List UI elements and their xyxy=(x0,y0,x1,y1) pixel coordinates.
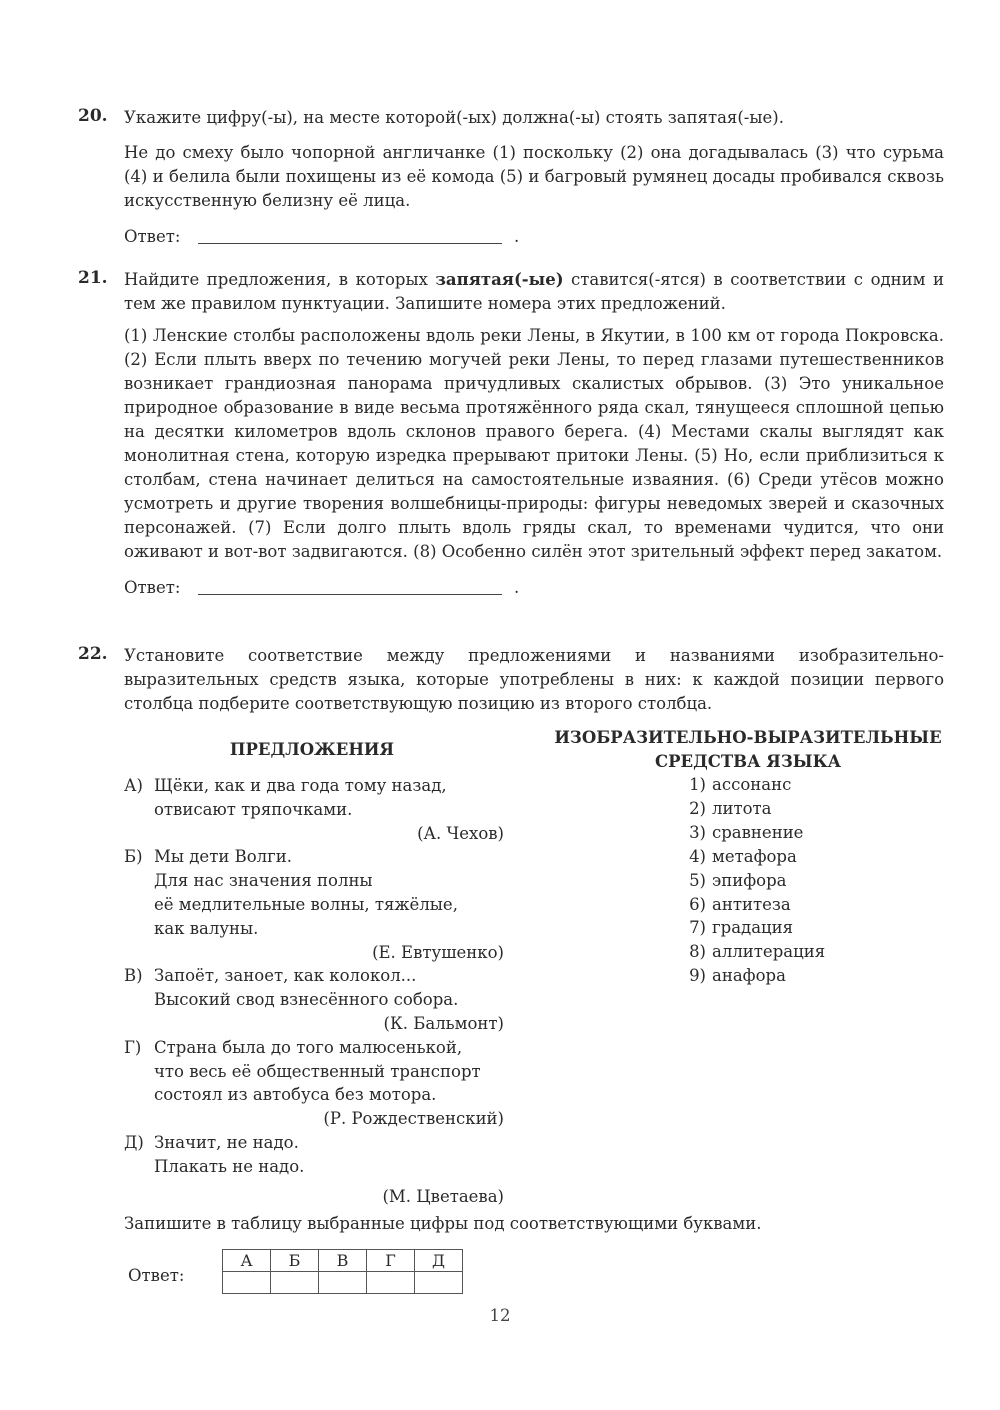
sentence-g xyxy=(124,1036,504,1131)
means-item: 2) литота xyxy=(689,798,772,818)
sentence-v xyxy=(124,964,504,1035)
table-instruction: Запишите в таблицу выбранные цифры под соответствующими буквами. xyxy=(124,1214,762,1233)
sentence-line: её медлительные волны, тяжёлые, xyxy=(154,894,458,914)
means-item: 5) эпифора xyxy=(689,870,787,890)
question-part: ставится(-ятся) в соответствии с одним и тем же правилом пунктуации. Запишите номера этих предложений. xyxy=(124,270,944,313)
sentence-line: Плакать не надо. xyxy=(154,1156,305,1176)
task-question: Укажите цифру(-ы), на месте которой(-ых) должна(-ы) стоять запятая(-ые). xyxy=(124,108,784,127)
sentence-line: отвисают тряпочками. xyxy=(154,799,353,819)
task-question: Установите соответствие между предложениями и названиями изобразительно-выразительных средств языка, которые употреблены в них: к каждой позиции первого столбца подберите соответствующую позицию из второго столбца. xyxy=(124,646,944,713)
answer-cell-v[interactable] xyxy=(319,1272,367,1294)
sentence-letter: В) xyxy=(124,966,143,986)
sentence-letter: А) xyxy=(124,776,143,795)
sentence-author: (М. Цветаева) xyxy=(382,1186,504,1206)
sentence-author: (Е. Евтушенко) xyxy=(372,942,504,962)
answer-label: Ответ: xyxy=(124,227,181,246)
sentence-letter: Б) xyxy=(124,847,143,867)
sentence-line: Запоёт, заноет, как колокол... xyxy=(154,966,417,986)
column-header-line: ИЗОБРАЗИТЕЛЬНО-ВЫРАЗИТЕЛЬНЫЕ xyxy=(554,728,942,747)
task-question xyxy=(124,268,944,316)
task-number: 22. xyxy=(78,644,108,664)
sentence-a xyxy=(124,774,504,845)
task-number: 20. xyxy=(78,106,108,126)
sentence-author: (А. Чехов) xyxy=(417,823,504,843)
sentence-line: Мы дети Волги. xyxy=(154,847,292,867)
sentence-author: (К. Бальмонт) xyxy=(383,1013,504,1033)
means-item: 9) анафора xyxy=(689,966,786,986)
answer-cell-g[interactable] xyxy=(367,1272,415,1294)
answer-field[interactable] xyxy=(124,225,944,251)
sentence-line: Страна была до того малюсенькой, xyxy=(154,1037,463,1057)
sentence-letter: Д) xyxy=(124,1132,144,1152)
means-item: 7) градация xyxy=(689,918,794,938)
column-header-sentences: ПРЕДЛОЖЕНИЯ xyxy=(229,740,395,759)
answer-table-input-row xyxy=(223,1272,463,1294)
task-number: 21. xyxy=(78,268,108,288)
column-header-line: СРЕДСТВА ЯЗЫКА xyxy=(654,752,842,771)
sentence-d xyxy=(124,1131,504,1208)
answer-dot: . xyxy=(514,227,520,246)
means-list xyxy=(680,773,825,988)
answer-table-header-row xyxy=(223,1250,463,1272)
answer-label: Ответ: xyxy=(128,1266,185,1285)
task-20 xyxy=(78,106,944,251)
means-item: 4) метафора xyxy=(689,846,797,866)
answer-table-header: А xyxy=(223,1250,271,1272)
sentence-letter: Г) xyxy=(124,1037,142,1057)
task-21 xyxy=(78,268,944,602)
answer-table-header: В xyxy=(319,1250,367,1272)
means-item: 8) аллитерация xyxy=(689,942,826,962)
answer-table-header: Г xyxy=(367,1250,415,1272)
answer-table xyxy=(222,1249,463,1294)
sentence-line: как валуны. xyxy=(154,918,259,938)
question-part: Найдите предложения, в которых xyxy=(124,270,436,289)
sentence-b xyxy=(124,845,504,964)
sentence-line: Щёки, как и два года тому назад, xyxy=(154,776,447,795)
question-bold: запятая(-ые) xyxy=(435,270,564,289)
answer-cell-b[interactable] xyxy=(271,1272,319,1294)
answer-cell-a[interactable] xyxy=(223,1272,271,1294)
sentence-author: (Р. Рождественский) xyxy=(323,1109,504,1129)
sentence-line: что весь её общественный транспорт xyxy=(154,1061,481,1081)
answer-label: Ответ: xyxy=(124,578,181,597)
answer-line[interactable] xyxy=(198,594,502,595)
sentence-line: состоял из автобуса без мотора. xyxy=(154,1085,437,1105)
task-text: (1) Ленские столбы расположены вдоль реки Лены, в Якутии, в 100 км от города Покровска. (2) Если плыть вверх по течению могучей реки Лены, то перед глазами путешественников возникает грандиозная панорама причудливых скалистых обрывов. (3) Это уникальное природное образование в виде весьма протяжённого ряда скал, тянущееся сплошной цепью на десятки километров вдоль склонов правого берега. (4) Местами скалы выглядят как монолитная стена, которую изредка прерывают притоки Лены. (5) Но, если приблизиться к столбам, стена начинает делиться на самостоятельные изваяния. (6) Среди утёсов можно усмотреть и другие творения волшебницы-природы: фигуры неведомых зверей и сказочных персонажей. (7) Если долго плыть вдоль гряды скал, то временами чудится, что они оживают и вот-вот задвигаются. (8) Особенно силён этот зрительный эффект перед закатом. xyxy=(124,326,944,561)
answer-line[interactable] xyxy=(198,243,502,244)
answer-cell-d[interactable] xyxy=(415,1272,463,1294)
answer-table-header: Д xyxy=(415,1250,463,1272)
sentence-line: Значит, не надо. xyxy=(154,1132,299,1152)
page-number: 12 xyxy=(489,1306,511,1325)
means-item: 1) ассонанс xyxy=(689,775,792,794)
answer-field[interactable] xyxy=(124,576,944,602)
means-item: 6) антитеза xyxy=(689,894,791,914)
sentence-line: Высокий свод взнесённого собора. xyxy=(154,990,459,1010)
means-item: 3) сравнение xyxy=(689,822,804,842)
answer-table-header: Б xyxy=(271,1250,319,1272)
answer-dot: . xyxy=(514,578,520,597)
column-header-means xyxy=(548,726,948,774)
sentence-line: Для нас значения полны xyxy=(154,871,373,891)
sentences-column xyxy=(124,774,504,1208)
task-text: Не до смеху было чопорной англичанке (1) поскольку (2) она догадывалась (3) что сурьма (4) и белила были похищены из её комода (5) и багровый румянец досады пробивался сквозь искусственную белизну её лица. xyxy=(124,143,944,210)
task-22 xyxy=(78,644,944,716)
